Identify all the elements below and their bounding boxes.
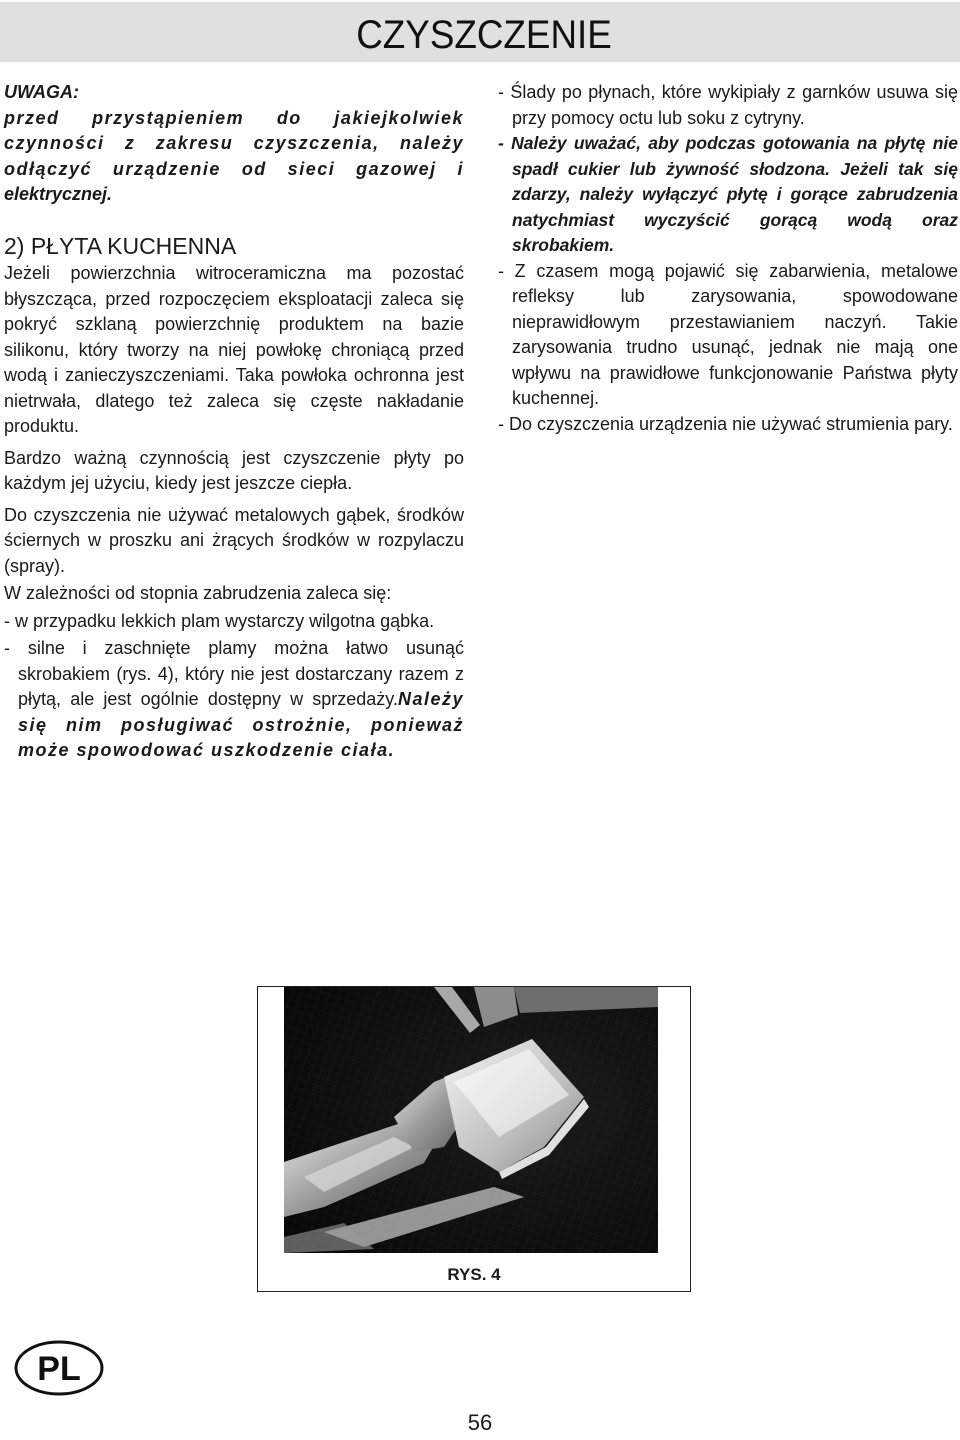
bullet-discoloration: - Z czasem mogą pojawić się zabarwienia, metalowe refleksy lub zarysowania, spowodowane nieprawidłowym przestawianiem naczyń. Takie zarysowania trudno usunąć, jednak nie mają one wpływu na prawidłowe funkcjonowanie Państwa płyty kuchennej. [498,260,958,408]
bullet-no-steam: - Do czyszczenia urządzenia nie używać strumienia pary. [498,413,953,434]
page-number: 56 [467,1410,493,1435]
figure-caption: RYS. 4 [447,1265,501,1284]
bullet-sugar-warning: - Należy uważać, aby podczas gotowania na płytę nie spadł cukier lub żywność słodzona. Jeżeli tak się zdarzy, należy wyłączyć płytę i gorące zabrudzenia natychmiast wyczyścić gorącą wodą oraz skrobakiem. [498,133,958,255]
page-title: CZYSZCZENIE [356,13,612,57]
pl-badge-icon [14,1340,104,1396]
bullet-scraper-text: - silne i zaschnięte plamy można łatwo usunąć skrobakiem (rys. 4), który nie jest dostarczany razem z płytą, ale jest ogólnie dostępny w sprzedaży. [4,638,464,709]
scraper-photo-icon [284,987,658,1253]
warning-heading: UWAGA: [4,82,79,102]
bullet-liquid-traces: - Ślady po płynach, które wykipiały z garnków usuwa się przy pomocy octu lub soku z cytryny. [498,82,958,128]
warning-line-1: przed przystąpieniem do jakiejkolwiek [4,107,464,128]
language-badge-text: PL [37,1350,81,1388]
right-column [498,80,958,437]
warning-line-2: czynności z zakresu czyszczenia, należy [4,133,464,153]
paragraph-recommendation: W zależności od stopnia zabrudzenia zaleca się: [4,583,392,603]
bullet-scraper-warning: Należy się nim posługiwać ostrożnie, ponieważ może spowodować uszkodzenie ciała. [18,689,464,760]
language-badge [14,1340,104,1396]
paragraph-silicone: Jeżeli powierzchnia witroceramiczna ma pozostać błyszcząca, przed rozpoczęciem eksploatacji zaleca się pokryć szklaną powierzchnię produktem na bazie silikonu, który tworzy na niej powłokę chroniącą przed wodą i zanieczyszczeniami. Taka powłoka ochronna jest nietrwała, dlatego też zaleca się częste nakładanie produktu. [4,263,464,436]
bullet-scraper [4,636,464,764]
scraper-photo [284,987,658,1253]
paragraph-no-abrasives: Do czyszczenia nie używać metalowych gąbek, środków ściernych w proszku ani żrących środków w rozpylaczu (spray). [4,504,464,576]
section-title: 2) PŁYTA KUCHENNA [4,232,237,259]
left-column [4,80,464,764]
bullet-light-stains: - w przypadku lekkich plam wystarczy wilgotna gąbka. [4,610,435,631]
paragraph-clean-after-use: Bardzo ważną czynnością jest czyszczenie płyty po każdym jej użyciu, kiedy jest jeszcze ciepła. [4,447,464,493]
warning-line-3: odłączyć urządzenie od sieci gazowej i [4,158,464,179]
warning-line-4: elektrycznej. [4,184,113,204]
figure-4 [257,986,691,1292]
